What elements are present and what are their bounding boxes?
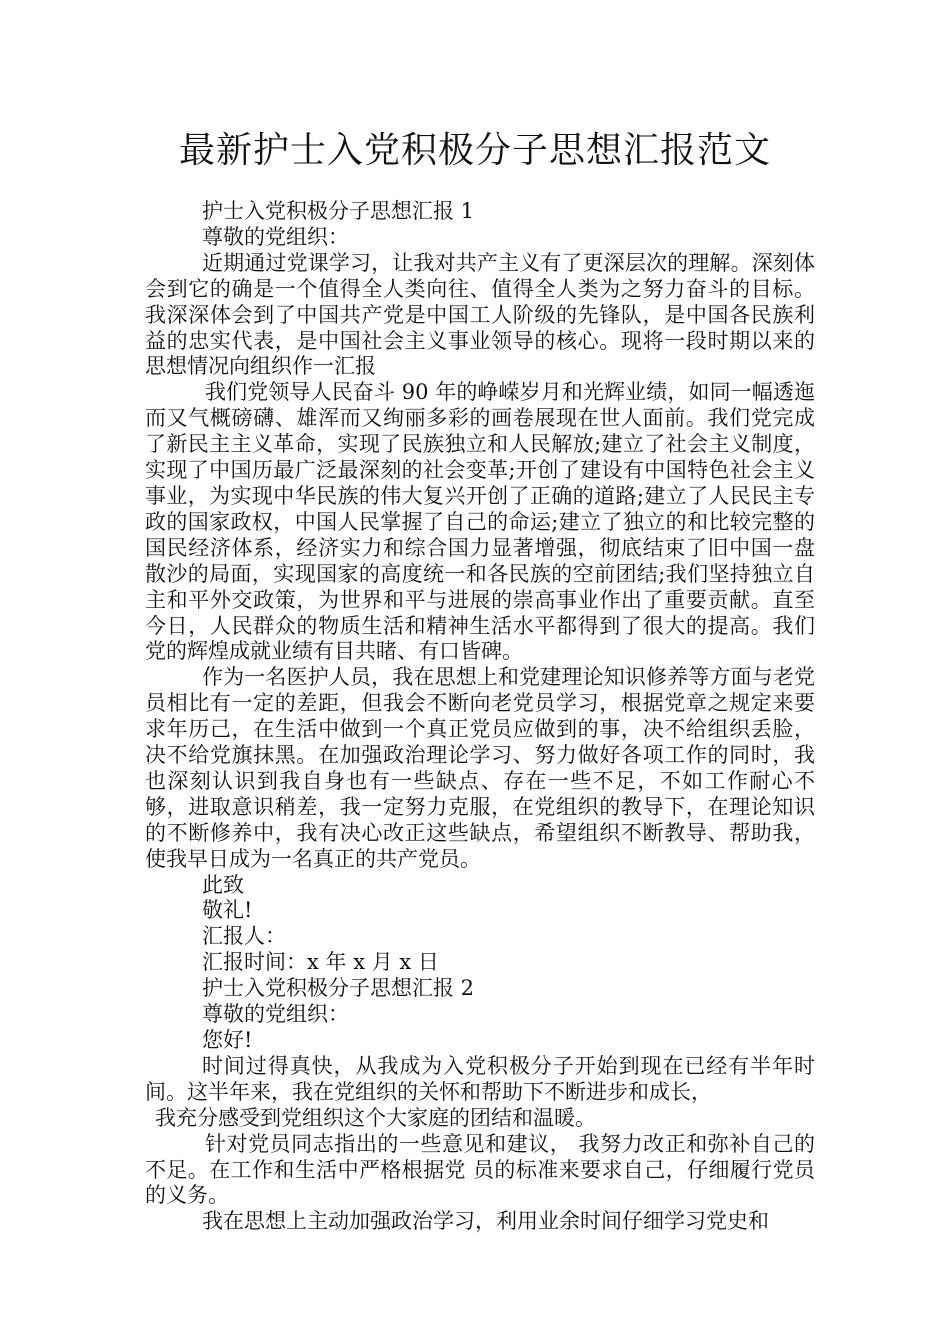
- paragraph: 时间过得真快，从我成为入党积极分子开始到现在已经有半年时间。这半年来，我在党组织的关怀和帮助下不断进步和成长，: [145, 1053, 815, 1104]
- paragraph: 护士入党积极分子思想汇报 1: [202, 199, 475, 223]
- paragraph: 护士入党积极分子思想汇报 2: [202, 976, 475, 1001]
- paragraph: 尊敬的党组织：: [202, 224, 349, 249]
- paragraph: 汇报时间：x 年 x 月 x 日: [202, 950, 439, 975]
- paragraph: 我充分感受到党组织这个大家庭的团结和温暖。: [155, 1105, 596, 1130]
- paragraph: 针对党员同志指出的一些意见和建议， 我努力改正和弥补自己的不足。在工作和生活中严格根据党 员的标准来要求自己，仔细履行党员的义务。: [145, 1131, 815, 1208]
- paragraph: 尊敬的党组织：: [202, 1002, 349, 1027]
- paragraph: 我在思想上主动加强政治学习，利用业余时间仔细学习党史和: [202, 1209, 769, 1234]
- paragraph: 汇报人：: [202, 924, 286, 949]
- document-title: 最新护士入党积极分子思想汇报范文: [178, 130, 771, 171]
- paragraph: 我们党领导人民奋斗 90 年的峥嵘岁月和光辉业绩，如同一幅透迤而又气概磅礴、雄浑而又绚丽多彩的画卷展现在世人面前。我们党完成了新民主主义革命，实现了民族独立和人民解放;建立了社会主义制度，实现了中国历最广泛最深刻的社会变革;开创了建设有中国特色社会主义事业，为实现中华民族的伟大复兴开创了正确的道路;建立了人民民主专政的国家政权，中国人民掌握了自己的命运;建立了独立的和比较完整的国民经济体系，经济实力和综合国力显著增强，彻底结束了旧中国一盘散沙的局面，实现国家的高度统一和各民族的空前团结;我们坚持独立自主和平外交政策，为世界和平与进展的崇高事业作出了重要贡献。直至今日，人民群众的物质生活和精神生活水平都得到了很大的提高。我们党的辉煌成就业绩有目共睹、有口皆碑。: [145, 380, 815, 664]
- paragraph: 此致: [202, 872, 244, 897]
- paragraph: 近期通过党课学习，让我对共产主义有了更深层次的理解。深刻体会到它的确是一个值得全人类向往、值得全人类为之努力奋斗的目标。我深深体会到了中国共产党是中国工人阶级的先锋队，是中国各民族利益的忠实代表，是中国社会主义事业领导的核心。现将一段时期以来的思想情况向组织作一汇报: [145, 250, 815, 379]
- paragraph: 您好!: [202, 1028, 253, 1052]
- paragraph: 敬礼!: [202, 898, 253, 923]
- paragraph: 作为一名医护人员，我在思想上和党建理论知识修养等方面与老党员相比有一定的差距，但我会不断向老党员学习，根据党章之规定来要求年历己，在生活中做到一个真正党员应做到的事，决不给组织丢脸，决不给党旗抹黑。在加强政治理论学习、努力做好各项工作的同时，我也深刻认识到我自身也有一些缺点、存在一些不足，不如工作耐心不够，进取意识稍差，我一定努力克服，在党组织的教导下，在理论知识的不断修养中，我有决心改正这些缺点，希望组织不断教导、帮助我，使我早日成为一名真正的共产党员。: [145, 665, 815, 871]
- document-body: [145, 199, 815, 1235]
